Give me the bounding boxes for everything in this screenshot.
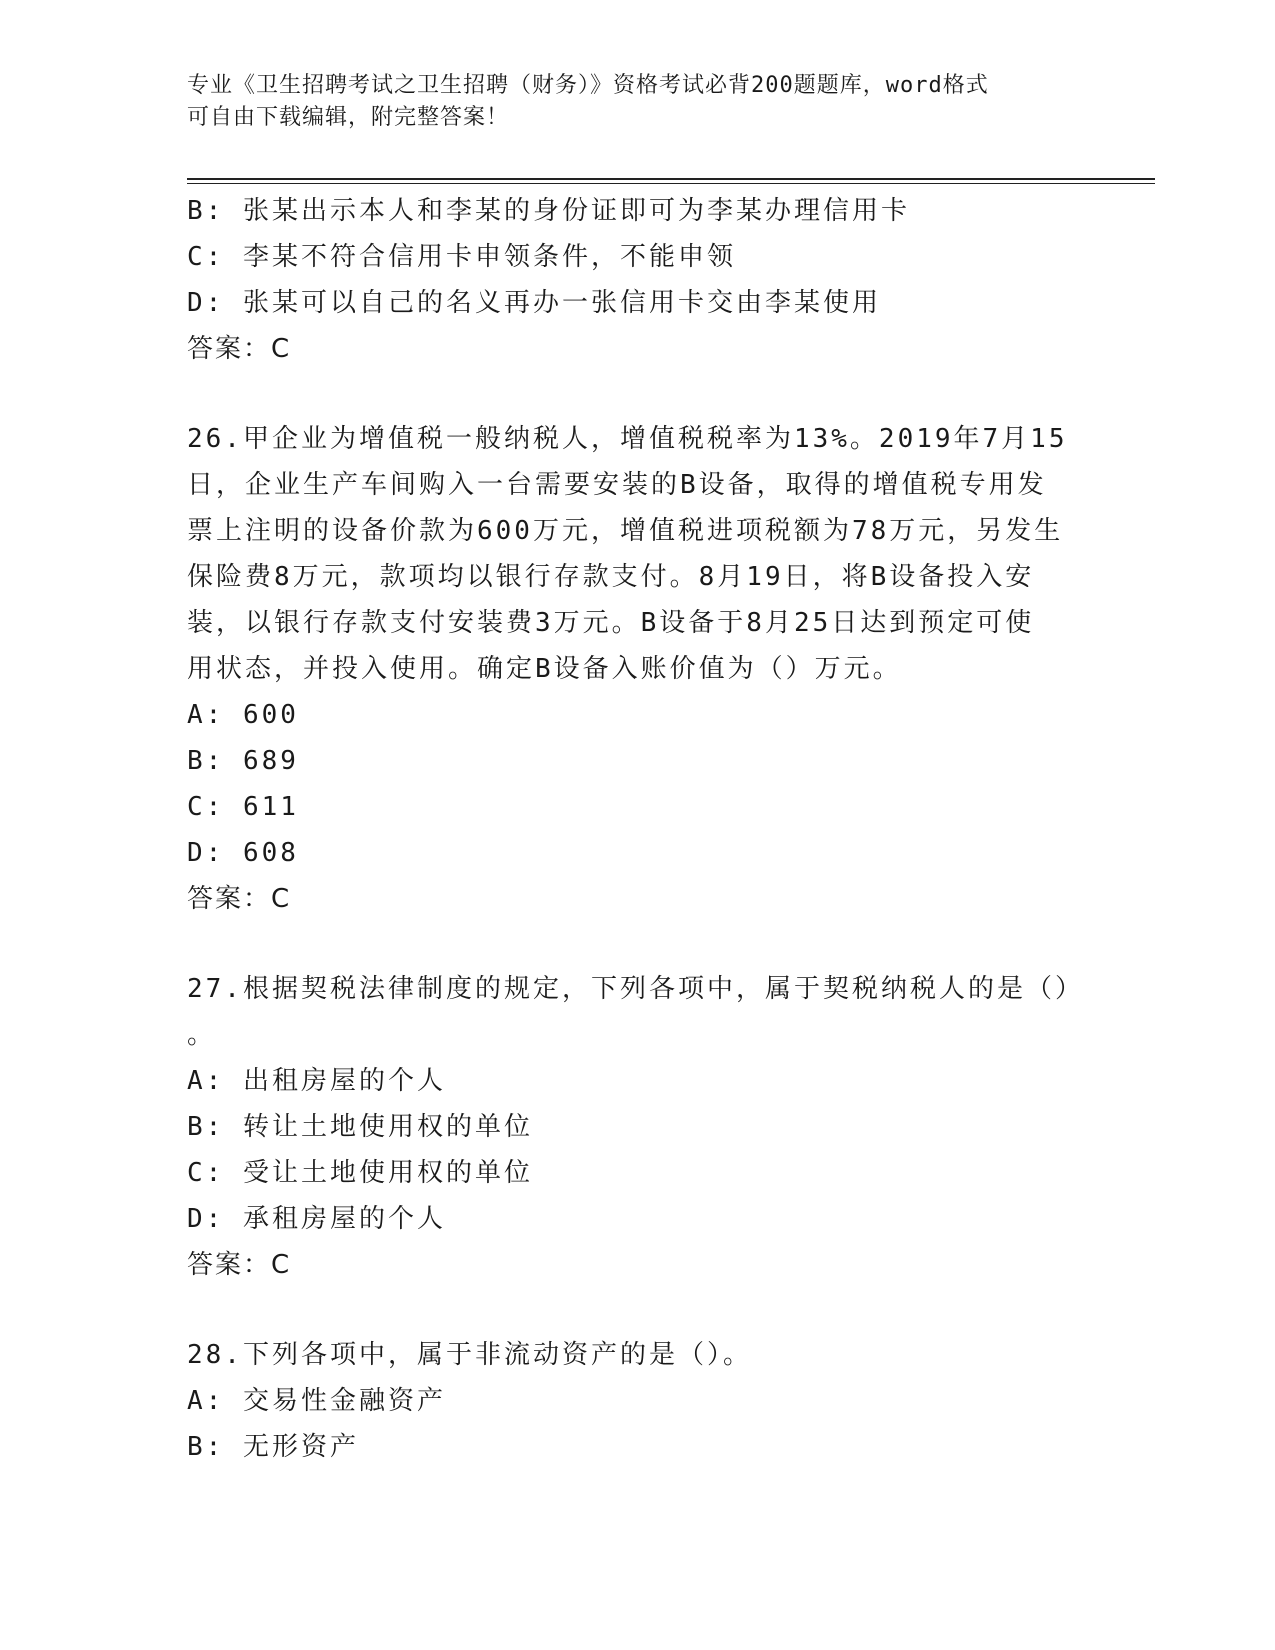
option-c: C: 受让土地使用权的单位	[187, 1158, 533, 1188]
spacer	[187, 922, 1067, 966]
answer-line: 答案：C	[187, 1250, 292, 1280]
question-stem-line: 保险费8万元，款项均以银行存款支付。8月19日，将B设备投入安	[187, 562, 1035, 592]
option-b: B: 张某出示本人和李某的身份证即可为李某办理信用卡	[187, 196, 910, 226]
question-stem-line: 27.根据契税法律制度的规定，下列各项中，属于契税纳税人的是（）	[187, 974, 1084, 1004]
option-c: C: 611	[187, 792, 299, 822]
option-b: B: 转让土地使用权的单位	[187, 1112, 533, 1142]
header-rule-thick	[187, 178, 1155, 180]
question-25-tail	[187, 188, 1067, 372]
spacer	[187, 1288, 1067, 1332]
question-28	[187, 1332, 1067, 1470]
option-b: B: 无形资产	[187, 1432, 359, 1462]
question-26	[187, 416, 1067, 922]
header-title-line-2: 可自由下载编辑，附完整答案！	[187, 105, 510, 130]
answer-line: 答案：C	[187, 334, 292, 364]
document-header	[187, 70, 1067, 134]
spacer	[187, 372, 1067, 416]
header-rule-thin	[187, 183, 1155, 184]
question-stem-line: 票上注明的设备价款为600万元，增值税进项税额为78万元，另发生	[187, 516, 1064, 546]
option-c: C: 李某不符合信用卡申领条件，不能申领	[187, 242, 736, 272]
question-content	[187, 188, 1084, 1470]
question-stem-line: 用状态，并投入使用。确定B设备入账价值为（）万元。	[187, 654, 902, 684]
option-d: D: 608	[187, 838, 299, 868]
option-a: A: 600	[187, 700, 299, 730]
question-stem-line: 装，以银行存款支付安装费3万元。B设备于8月25日达到预定可使	[187, 608, 1035, 638]
answer-line: 答案：C	[187, 884, 292, 914]
option-d: D: 张某可以自己的名义再办一张信用卡交由李某使用	[187, 288, 881, 318]
option-a: A: 交易性金融资产	[187, 1386, 446, 1416]
question-27	[187, 966, 1084, 1288]
header-title-line-1: 专业《卫生招聘考试之卫生招聘（财务）》资格考试必背200题题库，word格式	[187, 73, 989, 98]
question-stem-line: 。	[187, 1020, 217, 1050]
question-stem-line: 日，企业生产车间购入一台需要安装的B设备，取得的增值税专用发	[187, 470, 1047, 500]
option-b: B: 689	[187, 746, 299, 776]
question-stem-line: 26.甲企业为增值税一般纳税人，增值税税率为13%。2019年7月15	[187, 424, 1068, 454]
option-d: D: 承租房屋的个人	[187, 1204, 446, 1234]
option-a: A: 出租房屋的个人	[187, 1066, 446, 1096]
question-stem-line: 28.下列各项中，属于非流动资产的是（）。	[187, 1340, 752, 1370]
